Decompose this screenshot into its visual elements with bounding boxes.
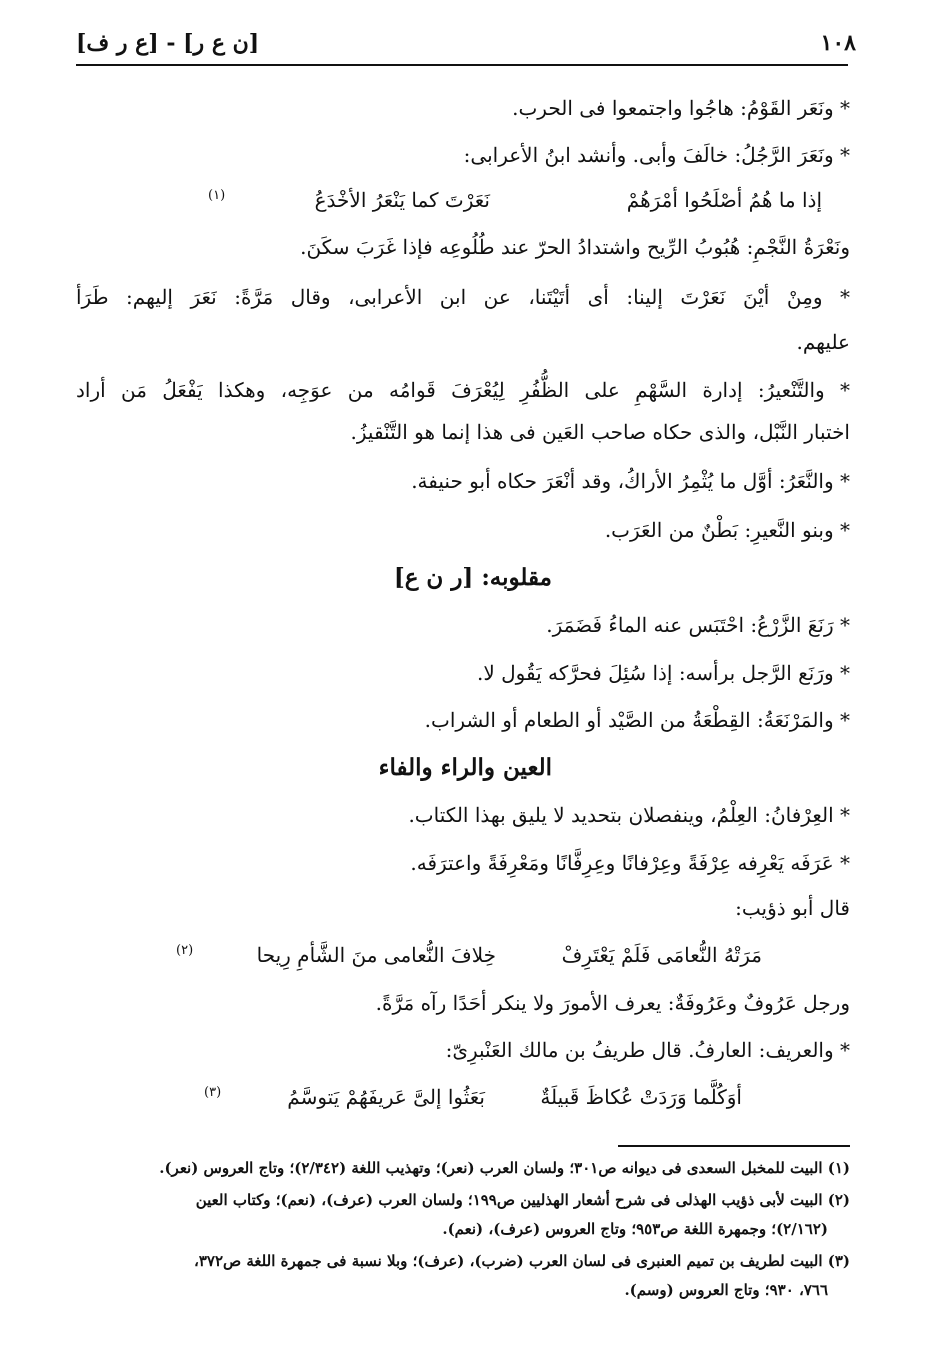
footnote: (١) البيت للمخبل السعدى فى ديوانه ص٣٠١؛ ولسان العرب (نعر)؛ وتهذيب اللغة (٢/٣٤٢)؛ وتاج العروس (نعر). <box>159 1159 850 1177</box>
footnote-marker: (١) <box>208 188 226 203</box>
verse-2-first-half: مَرَتْهُ النُّعامَى فَلَمْ يَعْتَرِفْ <box>561 943 762 967</box>
page-number: ١٠٨ <box>820 30 856 56</box>
section-title-maqlubuh: مقلوبه: [ر ن ع] <box>393 564 552 591</box>
verse-1-second-half: نَعَرْتَ كما يَنْعَرُ الأخْدَعُ <box>314 188 490 212</box>
entry-line: اختبار النَّبْل، والذى حكاه صاحب العَين فى هذا إنما هو التَّنْقيزُ. <box>350 420 850 444</box>
footnote: (٢/١٦٢)؛ وجمهرة اللغة ص٩٥٣؛ وتاج العروس (عرف)، (نعم). <box>442 1220 828 1238</box>
section-title-ayn-ra-fa: العين والراء والفاء <box>378 754 552 781</box>
footnote-marker: (٢) <box>176 943 194 958</box>
footnote: ٧٦٦، ٩٣٠؛ وتاج العروس (وسم). <box>624 1281 828 1299</box>
verse-3-second-half: بَعَثُوا إلىَّ عَريفَهُمْ يَتوسَّمُ <box>287 1085 485 1109</box>
running-header-root: [ن ع ر] - [ع ر ف] <box>76 30 260 56</box>
entry-line: * ونَعَرَ الرَّجُلُ: خالَفَ وأبى. وأنشد ابنُ الأعرابى: <box>463 143 850 167</box>
entry-line: * والنَّعَرُ: أوَّل ما يُثْمِرُ الأراكُ، وقد أنْعَرَ حكاه أبو حنيفة. <box>411 469 850 493</box>
entry-line: * وبنو النَّعيرِ: بَطْنٌ من العَرَب. <box>604 518 850 542</box>
footnote-marker: (٣) <box>204 1085 222 1100</box>
entry-line: * ونَعَر القَوْمُ: هاجُوا واجتمعوا فى الحرب. <box>512 96 850 120</box>
verse-2-second-half: خِلافَ النُّعامى منَ الشَّأمِ رِيحا <box>256 943 496 967</box>
entry-line: * والتَّنْعيرُ: إدارة السَّهْمِ على الظُّفُرِ لِيُعْرَفَ قَوامُه من عوَجِه، وهكذا يَفْعَلُ مَن أراد <box>76 378 850 402</box>
entry-line: * العِرْفانُ: العِلْمُ، وينفصلان بتحديد لا يليق بهذا الكتاب. <box>408 803 850 827</box>
entry-line: قال أبو ذؤيب: <box>735 896 850 920</box>
entry-line: * عَرَفَه يَعْرِفه عِرْفَةً وعِرْفانًا وعِرِفَّانًا ومَعْرِفَةً واعترَفَه. <box>410 851 850 875</box>
entry-line: * ورَنَع الرَّجل برأسه: إذا سُئِلَ فحرَّكه يَقُول لا. <box>477 661 850 685</box>
verse-1-first-half: إذا ما هُمُ أصْلَحُوا أمْرَهُمْ <box>626 188 822 212</box>
entry-line: ورجل عَرُوفٌ وعَرُوفَةٌ: يعرف الأمورَ ولا ينكر أحَدًا رآه مَرَّةً. <box>375 991 850 1015</box>
entry-line: * والمَرْنَعَةُ: القِطْعَةُ من الصَّيْد أو الطعام أو الشراب. <box>424 708 850 732</box>
footnote-rule <box>618 1145 850 1147</box>
entry-line: ونَعْرَةُ النَّجْمِ: هُبُوبُ الرِّيح واشتدادُ الحرّ عند طُلُوعِه فإذا غَرَبَ سكَنَ. <box>300 235 850 259</box>
entry-line: * والعريف: العارفُ. قال طريفُ بن مالك العَنْبرِىّ: <box>445 1038 850 1062</box>
header-rule <box>76 64 848 66</box>
footnote: (٣) البيت لطريف بن تميم العنبرى فى لسان العرب (ضرب)، (عرف)؛ وبلا نسبة فى جمهرة اللغة ص٣٧٢، <box>194 1252 850 1270</box>
entry-line: * ومِنْ أيْنَ نَعَرْتَ إلينا: أى أتَيْتَنا، عن ابن الأعرابى، وقال مَرَّةً: نَعَرَ إليهم: طَرَأ <box>76 285 850 309</box>
footnote: (٢) البيت لأبى ذؤيب الهذلى فى شرح أشعار الهذليين ص١٩٩؛ ولسان العرب (عرف)، (نعم)؛ وكتاب العين <box>195 1191 850 1209</box>
entry-line: * رَنَعَ الزَّرْعُ: احْتَبَس عنه الماءُ فَضَمَرَ. <box>546 613 850 637</box>
verse-3-first-half: أوَكُلَّما وَرَدَتْ عُكاظَ قَبيلَةٌ <box>540 1085 742 1109</box>
entry-line: عليهم. <box>796 330 850 354</box>
